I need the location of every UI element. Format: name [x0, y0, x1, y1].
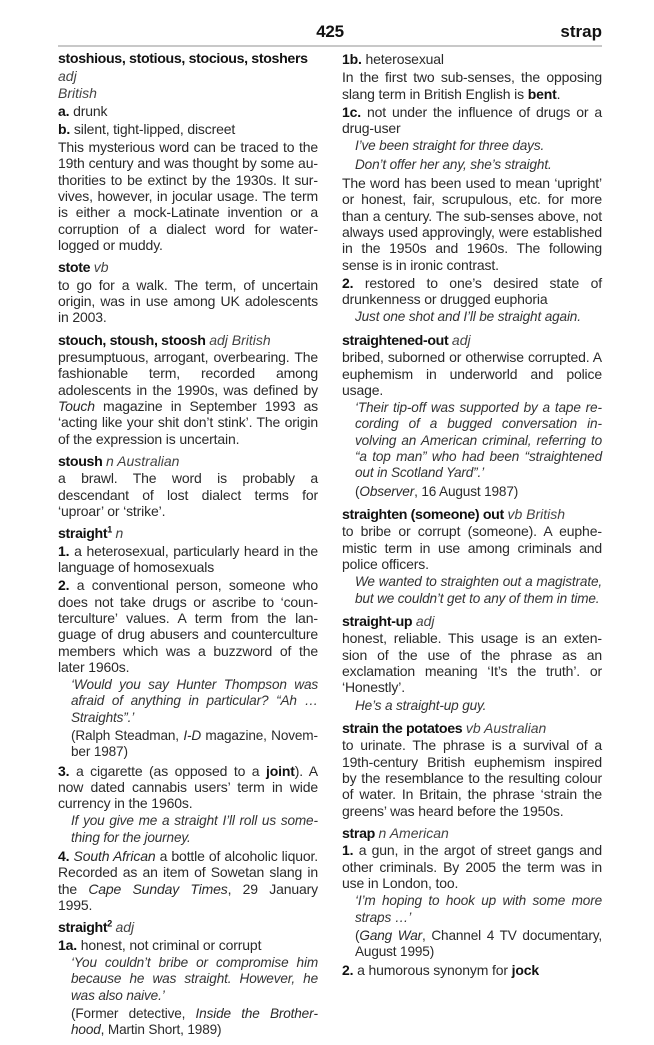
part-of-speech: adj [451, 331, 471, 348]
part-of-speech: vb [93, 259, 109, 276]
source-title: Gang War [359, 927, 423, 943]
entry-stoshious [58, 51, 318, 253]
page-header [58, 0, 602, 47]
entry-straighten-out [342, 506, 602, 607]
part-of-speech: adj [415, 612, 435, 629]
sense-text: restored to one’s desired state of drunkenness or drugged euphoria [342, 274, 602, 308]
definition: honest, reliable. This usage is an extension of the use of the phrase as an exclamation meaning ‘It’s the truth’. or ‘Honestly’. [342, 630, 602, 696]
sense-label: 1. [342, 842, 354, 859]
citation [342, 928, 602, 961]
headword: stoshious, stotious, stocious, stoshers [58, 51, 308, 67]
citation-text: (Ralph Steadman, [71, 728, 184, 743]
example-quote: I’ve been straight for three days. [355, 138, 545, 154]
citation [342, 484, 602, 500]
definition-text: presumptuous, arrogant, overbearing. The fashionable term, recorded among adolescents in the 1990s, was defined by [58, 349, 318, 398]
citation [58, 1006, 318, 1039]
sense-label: 1a. [58, 936, 78, 953]
headword: stoush [58, 453, 103, 470]
source-title: Touch [58, 397, 95, 414]
citation-text: ( [355, 927, 360, 943]
citation-text: magazine, November 1987) [71, 728, 318, 760]
headword: strap [342, 825, 375, 842]
sense-label: 4. [58, 848, 70, 865]
headword: strain the potatoes [342, 720, 463, 737]
columns [58, 51, 602, 1045]
part-of-speech: n [115, 525, 124, 542]
right-column [342, 51, 602, 1045]
region-label: South African [73, 848, 156, 865]
left-column [58, 51, 318, 1045]
entry-strap [342, 825, 602, 979]
citation-text: (Former detective, [71, 1005, 196, 1021]
sense-label: 2. [58, 577, 70, 594]
part-of-speech: adj [58, 67, 77, 84]
sense-text: heterosexual [365, 51, 444, 67]
part-of-speech: n Australian [106, 452, 180, 469]
sense-text: , 29 January 1995. [58, 880, 318, 913]
running-head: strap [560, 22, 602, 41]
example-quote: He’s a straight-up guy. [355, 697, 487, 713]
citation-text: , 16 August 1987) [414, 483, 519, 499]
entry-straightened-out [342, 332, 602, 500]
region-label: British [58, 85, 97, 101]
homograph-number: 1 [107, 524, 112, 535]
headword: straight [58, 526, 108, 543]
sense-label: 2. [342, 274, 354, 291]
entry-straight-up [342, 613, 602, 714]
headword: straight [58, 920, 108, 937]
example-quote: If you give me a straight I’ll roll us something for the journey. [71, 813, 318, 845]
source-title: I-D [183, 728, 201, 743]
sense-text: ). A now dated cannabis users’ term in wide currency in the 1960s. [58, 762, 318, 812]
entry-stoush [58, 453, 318, 519]
sense-text: a humorous synonym for [357, 962, 512, 979]
part-of-speech: n American [378, 824, 449, 841]
note-text: In the first two sub-senses, the opposing slang term in British English is [342, 69, 602, 102]
sense-text: drunk [73, 102, 108, 119]
part-of-speech: adj British [209, 331, 271, 348]
sense-text: a heterosexual, particularly heard in the language of homosexuals [58, 542, 318, 576]
entry-strain-the-potatoes [342, 720, 602, 819]
usage-note: This mysterious word can be traced to the 19th century and was thought by some authorities to be extinct by the 1930s. It survives, however, in jocular usage. The term is either a mock-Latinate invention or a corruption of a dialect word for waterlogged or muddy. [58, 139, 318, 253]
sense-label: b. [58, 120, 71, 137]
definition: to go for a walk. The term, of uncertain origin, was in use among UK adolescents in 2003. [58, 276, 318, 326]
headword: stote [58, 260, 91, 277]
definition [58, 349, 318, 447]
headword: stouch, stoush, stoosh [58, 332, 206, 349]
example-quote: We wanted to straighten out a magistrate, but we couldn’t get to any of them in time. [355, 574, 602, 606]
page-number: 425 [316, 22, 344, 41]
sense-label: 2. [342, 962, 354, 979]
dictionary-page [58, 0, 602, 1038]
usage-note [342, 69, 602, 102]
headword: straighten (someone) out [342, 506, 504, 523]
usage-note: The word has been used to mean ‘upright’ or honest, fair, scrupulous, etc. for more than a century. The sub-senses above, not always used approvingly, were established in the 1950s and 1960s. The following sense is in ironic contrast. [342, 175, 602, 273]
sense-text: honest, not criminal or corrupt [80, 936, 262, 953]
headword: straight-up [342, 613, 413, 630]
definition-text: magazine in September 1993 as ‘acting like your shit don’t stink’. The origin of the expression is uncertain. [58, 397, 318, 447]
source-title: Observer [359, 483, 415, 499]
citation-text: ( [355, 483, 360, 499]
headword: straightened-out [342, 332, 449, 349]
sense-text: a gun, in the argot of street gangs and other criminals. By 2005 the term was in use in London, too. [342, 842, 602, 891]
note-text: . [556, 85, 561, 102]
source-title: Cape Sunday Times [88, 880, 228, 897]
cross-reference[interactable]: bent [527, 85, 557, 102]
cross-reference[interactable]: jock [511, 962, 540, 979]
sense-text: silent, tight-lipped, discreet [73, 120, 236, 137]
sense-text: a bottle of alcoholic liquor. Recorded as an item of Sowetan slang in the [58, 848, 318, 897]
sense-label: a. [58, 102, 70, 119]
citation-text: , Martin Short, 1989) [100, 1022, 222, 1038]
homograph-number: 2 [107, 918, 112, 929]
sense-text: a cigarette (as opposed to a [75, 762, 266, 779]
cross-reference[interactable]: joint [265, 762, 295, 779]
example-quote: Just one shot and I’ll be straight again. [355, 309, 581, 325]
entry-straight-2-continued [342, 51, 602, 326]
part-of-speech: vb Australian [465, 719, 547, 736]
citation-text: , Channel 4 TV documentary, August 1995) [355, 927, 602, 960]
sense-label: 1c. [342, 103, 362, 120]
entry-straight-2 [58, 919, 318, 1038]
example-quote: ‘Would you say Hunter Thompson was afraid of anything in particular? “Ah … Straights”.’ [71, 677, 318, 725]
part-of-speech: adj [115, 919, 135, 936]
citation [58, 728, 318, 761]
sense-label: 1b. [342, 51, 362, 67]
source-title: Inside the Brotherhood [71, 1005, 319, 1038]
sense-label: 1. [58, 542, 70, 559]
definition: to urinate. The phrase is a survival of a 19th-century British euphemism inspired by the resemblance to the resulting colour of water. In Britain, the phrase ‘strain the greens’ was heard before the 1950s. [342, 737, 602, 819]
example-quote: ‘You couldn’t bribe or compromise him because he was straight. However, he was also naive.’ [71, 955, 318, 1003]
entry-straight-1 [58, 525, 318, 913]
definition: to bribe or corrupt (someone). A euphemistic term in use among criminals and police officers. [342, 523, 602, 573]
definition: a brawl. The word is probably a descendant of lost dialect terms for ‘uproar’ or ‘strike’. [58, 470, 318, 519]
example-quote: Don’t offer her any, she’s straight. [355, 156, 552, 172]
example-quote: ‘Their tip-off was supported by a tape recording of a bugged conversation involving an American criminal, referring to “a top man” who had been “straightened out in Scotland Yard”.’ [355, 400, 602, 481]
entry-stouch [58, 332, 318, 447]
definition: bribed, suborned or otherwise corrupted. A euphemism in underworld and police usage. [342, 349, 602, 398]
example-quote: ‘I’m hoping to hook up with some more straps …’ [355, 893, 602, 925]
sense-text: a conventional person, someone who does not take drugs or ascribe to ‘counterculture’ values. A term from the language of drug abusers and counterculture members which was a buzzword of the later 1960s. [58, 577, 318, 675]
part-of-speech: vb British [507, 505, 566, 522]
entry-stote [58, 259, 318, 325]
sense-text: not under the influence of drugs or a drug-user [342, 103, 602, 137]
sense-label: 3. [58, 762, 70, 779]
